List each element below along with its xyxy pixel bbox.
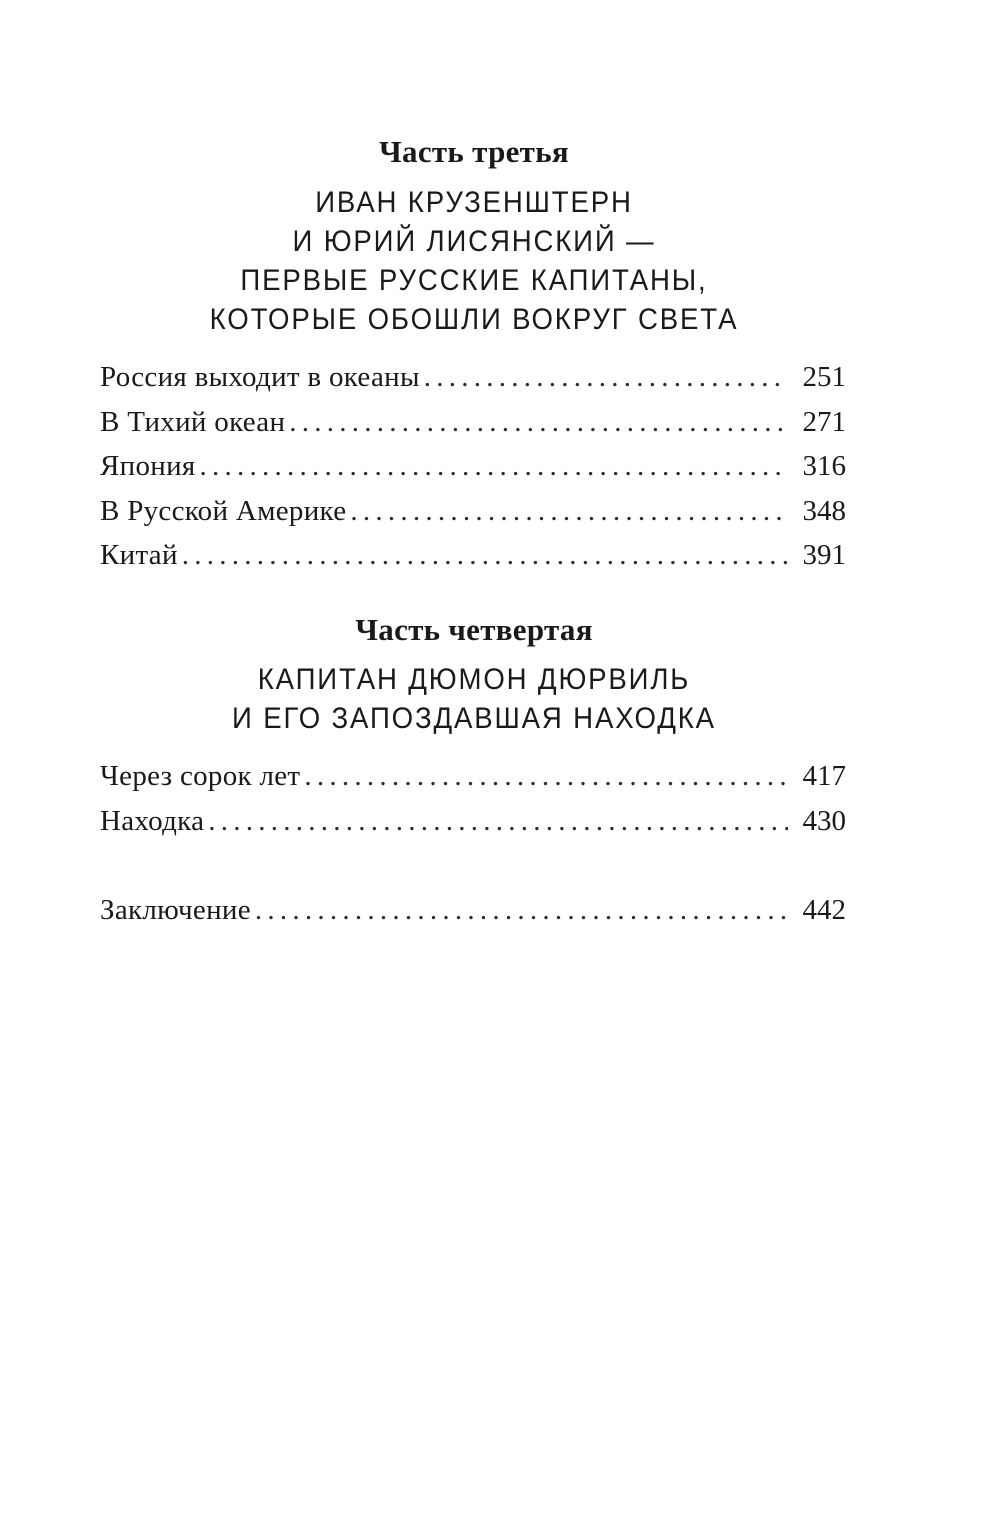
toc-entry[interactable] xyxy=(100,361,846,401)
dot-leader xyxy=(424,361,788,394)
dot-leader xyxy=(182,539,788,572)
dot-leader xyxy=(255,894,788,927)
toc-entry[interactable] xyxy=(100,805,846,845)
toc-entry-page: 251 xyxy=(802,361,846,393)
toc-entry-page: 417 xyxy=(802,760,846,792)
toc-entry-title: В Тихий океан xyxy=(100,406,286,438)
toc-entry-title: Через сорок лет xyxy=(100,760,301,792)
toc-entry-title: Находка xyxy=(100,805,205,837)
toc-entry[interactable] xyxy=(100,406,846,446)
toc-entry-conclusion[interactable] xyxy=(100,894,846,934)
dot-leader xyxy=(200,450,788,483)
part-4-title-line: И ЕГО ЗАПОЗДАВШАЯ НАХОДКА xyxy=(232,702,716,735)
part-3-title-line: КОТОРЫЕ ОБОШЛИ ВОКРУГ СВЕТА xyxy=(209,303,739,336)
toc-entry-page: 348 xyxy=(802,495,846,527)
toc-entry-title: Россия выходит в океаны xyxy=(100,361,420,393)
toc-entry-page: 316 xyxy=(802,450,846,482)
toc-entry[interactable] xyxy=(100,539,846,579)
toc-entry-title: Китай xyxy=(100,539,178,571)
part-4-label: Часть четвертая xyxy=(355,612,593,647)
toc-entry-page: 430 xyxy=(802,805,846,837)
part-3-label: Часть третья xyxy=(379,134,569,169)
dot-leader xyxy=(350,495,788,528)
toc-entry[interactable] xyxy=(100,450,846,490)
part-3-title-line: ИВАН КРУЗЕНШТЕРН xyxy=(315,186,633,219)
toc-entry-page: 271 xyxy=(802,406,846,438)
dot-leader xyxy=(304,760,788,793)
toc-entry[interactable] xyxy=(100,760,846,800)
toc-entry-title: Япония xyxy=(100,450,196,482)
part-3-title-line: ПЕРВЫЕ РУССКИЕ КАПИТАНЫ, xyxy=(240,264,708,297)
toc-entry-page: 391 xyxy=(802,539,846,571)
toc-entry-page: 442 xyxy=(802,894,846,926)
toc-entry[interactable] xyxy=(100,495,846,535)
dot-leader xyxy=(208,805,788,838)
part-4-title-line: КАПИТАН ДЮМОН ДЮРВИЛЬ xyxy=(257,663,691,696)
dot-leader xyxy=(289,406,788,439)
toc-entry-title: В Русской Америке xyxy=(100,495,347,527)
part-3-title-line: И ЮРИЙ ЛИСЯНСКИЙ — xyxy=(292,225,656,258)
toc-entry-title: Заключение xyxy=(100,894,251,926)
